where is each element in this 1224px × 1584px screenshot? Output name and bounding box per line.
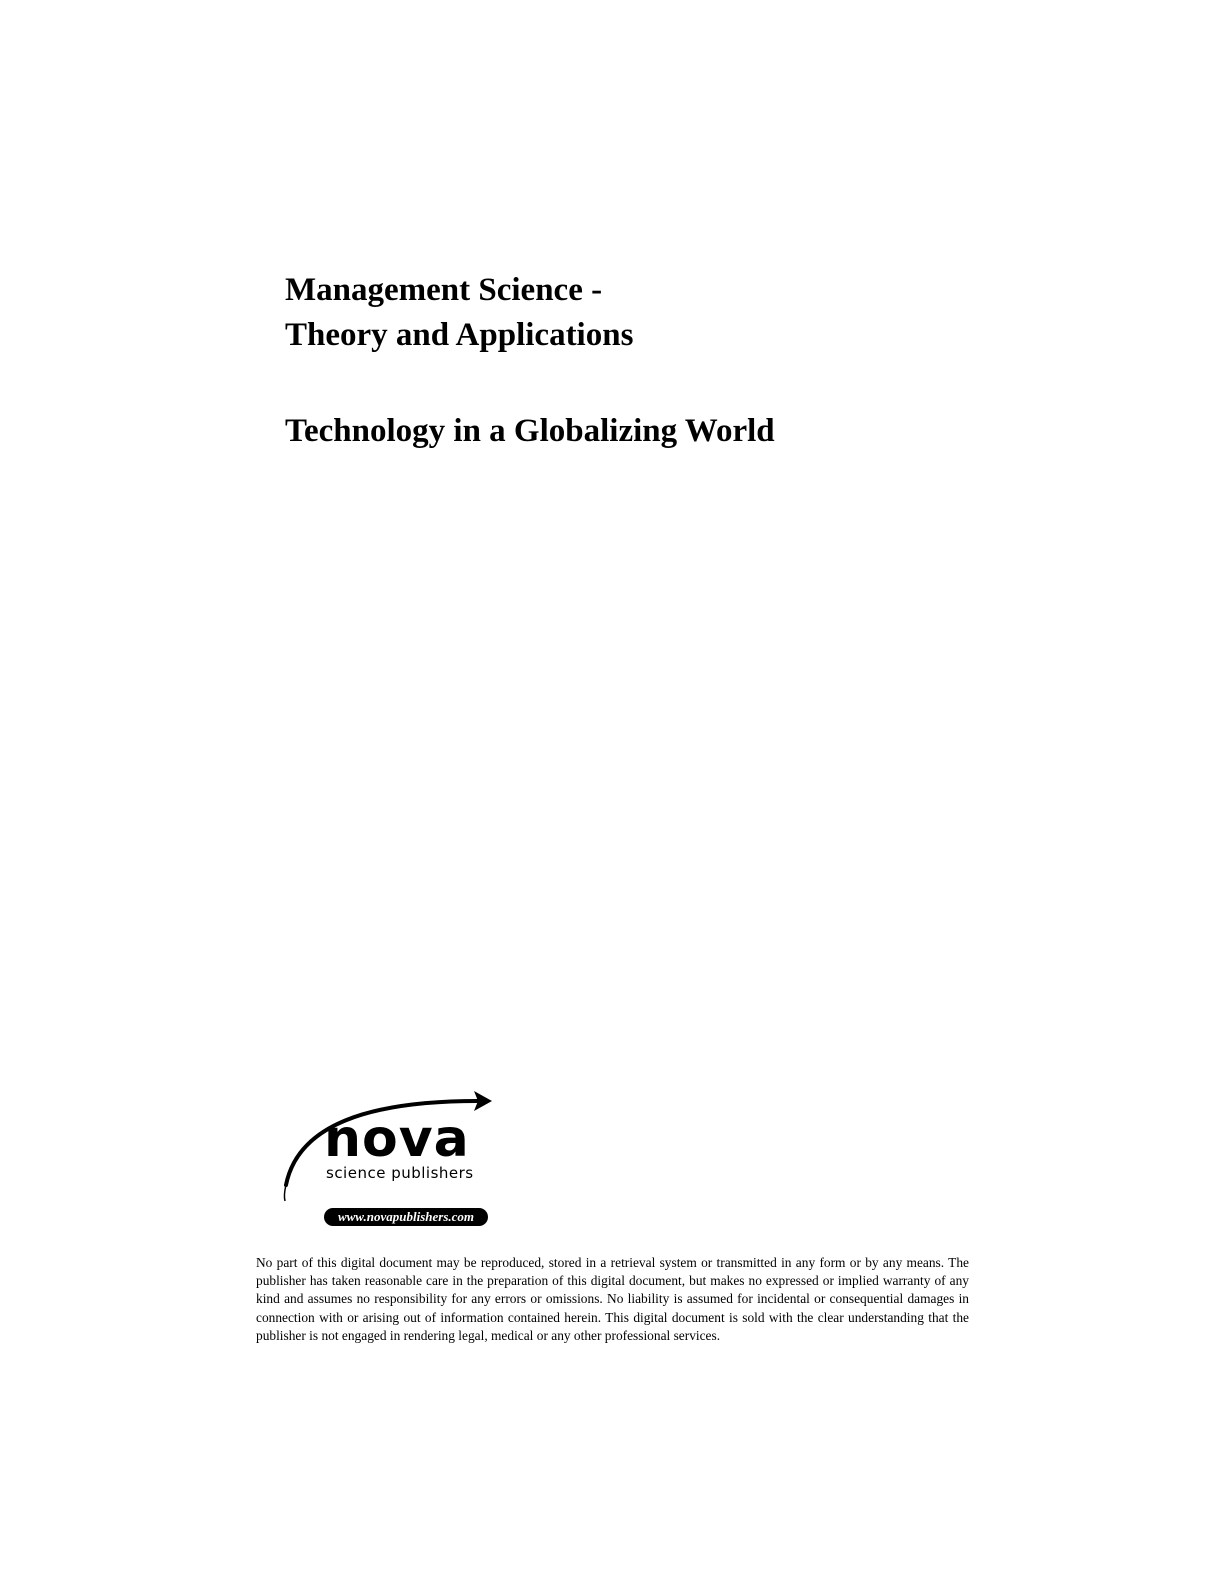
logo-subtitle: science publishers <box>326 1164 474 1182</box>
series-title-line1: Management Science - <box>285 272 603 308</box>
publisher-logo <box>278 1085 498 1230</box>
series-title-line2: Theory and Applications <box>285 317 634 353</box>
series-title <box>285 268 633 358</box>
logo-wordmark: nova <box>324 1109 470 1169</box>
copyright-disclaimer: No part of this digital document may be reproduced, stored in a retrieval system or transmitted in any form or by any means. The publisher has taken reasonable care in the preparation of this digital document, but makes no expressed or implied warranty of any kind and assumes no responsibility for any errors or omissions. No liability is assumed for incidental or consequential damages in connection with or arising out of information contained herein. This digital document is sold with the clear understanding that the publisher is not engaged in rendering legal, medical or any other professional services. <box>256 1255 969 1343</box>
book-title: Technology in a Globalizing World <box>285 413 775 449</box>
publisher-url: www.novapublishers.com <box>324 1208 488 1226</box>
